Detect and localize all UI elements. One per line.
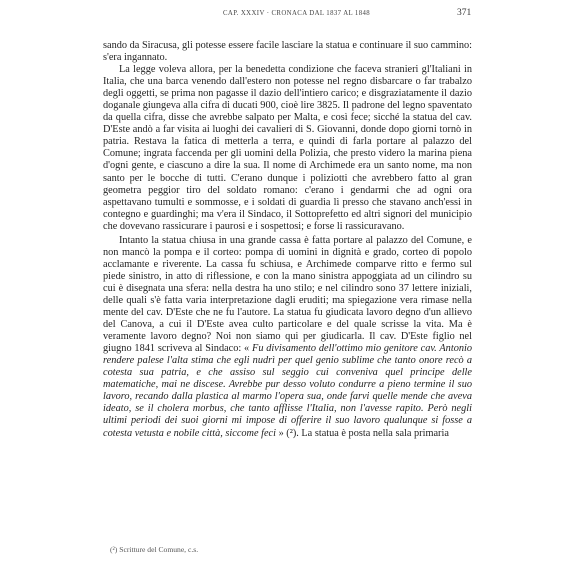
body-text xyxy=(103,40,472,440)
page-number: 371 xyxy=(457,8,472,18)
paragraph: sando da Siracusa, gli potesse essere facile lasciare la statua e continuare il suo cammino: s'era ingannato. xyxy=(103,40,472,64)
quotation: Fu divisamento dell'ottimo mio genitore cav. Antonio rendere palese l'alta stima che egli nudrì per quel genio sublime che tanto onore recò a cotesta sua patria, e che assiso sul seggio cui conveniva quel principe delle matematiche, mai ne discese. Avrebbe pur desso voluto condurre a pieno termine il suo lavoro, recando dalla plastica al marmo l'opera sua, onde farvi quelle mende che aveva ideato, se il cholera morbus, che tanto afflisse l'Italia, non l'avesse rapito. Però negli ultimi periodi dei suoi giorni mi impose di offerire il suo lavoro qualunque si fosse a cotesta vetusta e nobile città, siccome feci xyxy=(103,343,472,439)
paragraph-text: » (²). La statua è posta nella sala primaria xyxy=(276,427,449,439)
paragraph xyxy=(103,235,472,440)
paragraph-text: Intanto la statua chiusa in una grande cassa è fatta portare al palazzo del Comune, e non mancò la pompa e il corteo: pompa di uomini in dignità e grado, corteo di popolo acclamante e riverente. La cassa fu schiusa, e Archimede comparve ritto e fermo sul piede sinistro, in atto di riflessione, e con la mano sinistra appoggiata ad un cilindro su cui è disegnata una sfera: nella destra ha uno stilo; e nel cilindro sono 37 lettere iniziali, delle quali s'è fatta varia interpretazione dagli eruditi; ma spiegazione vera rimase nella mente del cav. D'Este che ne fu l'autore. La statua fu giudicata lavoro degno d'un allievo del Canova, a cui il D'Este avea culto particolare e del quale scrisse la vita. Ma è veramente lavoro degno? Noi non siamo qui per giudicarla. Il cav. D'Este figlio nel giugno 1841 scriveva al Sindaco: « xyxy=(103,234,472,355)
paragraph: La legge voleva allora, per la benedetta condizione che faceva stranieri gl'Italiani in Italia, che una barca venendo dall'estero non potesse nel regno disbarcare o far trabalzo degli oggetti, se prima non pagasse il dazio dell'intiero carico; e disgraziatamente il dazio doganale giungeva alla cifra di ducati 900, cioè lire 3825. Il padrone del legno spaventato da quella cifra, disse che avrebbe salpato per Malta, e così fece; sicché la statua del cav. D'Este andò a far visita ai luoghi dei cavalieri di S. Giovanni, donde dopo giorni tornò in patria. Restava la fatica di metterla a terra, e quindi di farla portare al palazzo del Comune; ingrata faccenda per gli uomini della Polizia, che presto videro la marina piena d'ogni gente, e ciascuno a dire la sua. Il nome di Archimede era un santo nome, ma non santo per le bocche di tutti. C'erano dunque i poliziotti che avrebbero fatto al gran geometra peggior tiro del soldato romano: c'erano i gendarmi che ad ogni ora aspettavano tumulti e sommosse, e i soldati di guardia lì presso che stavano anch'essi in contegno e guardinghi; ma v'era il Sindaco, il Sottoprefetto ed altri signori del municipio che dovevano rassicurare i paurosi e i sospettosi; e forse li rassicuravano. xyxy=(103,64,472,232)
running-header: CAP. XXXIV · CRONACA DAL 1837 AL 1848 xyxy=(223,10,371,17)
footnote: (²) Scritture del Comune, c.s. xyxy=(110,545,199,554)
